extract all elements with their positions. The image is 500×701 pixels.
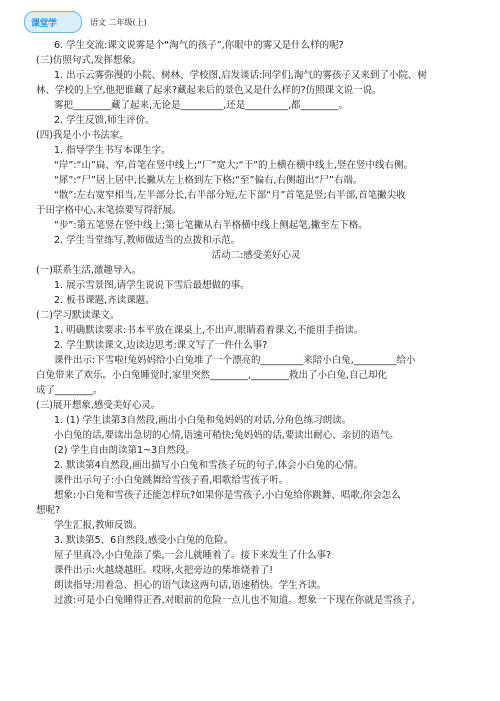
text-line: 6. 学生交流:课文说雾是个“淘气的孩子”,你眼中的雾又是什么样的呢? — [54, 40, 344, 51]
text-line: 2. 默读第4自然段,画出描写小白兔和雪孩子玩的句子,体会小白兔的心情。 — [54, 460, 364, 471]
text-line: 小白兔的话,要读出急切的心情,语速可稍快;兔妈妈的话,要读出耐心、亲切的语气。 — [54, 430, 399, 441]
document-body — [36, 38, 476, 608]
section-heading: (一)联系生活,激趣导入。 — [36, 265, 142, 276]
fill-in-blank-line: 课件出示:下雪啦!兔妈妈给小白兔堆了一个漂亮的_________来陪小白兔,_________给小 — [54, 355, 416, 366]
text-line: 2. 学生当堂练写,教师做适当的点拨和示范。 — [54, 235, 241, 246]
text-line: 课件出示句子:小白兔跳舞给雪孩子看,唱歌给雪孩子听。 — [54, 475, 289, 486]
text-line: 2. 板书课题,齐读课题。 — [54, 295, 155, 306]
activity-title: 活动二:感受美好心灵 — [211, 250, 301, 261]
page-header — [24, 10, 147, 34]
book-title: 语文 二年级(上) — [90, 17, 147, 27]
section-heading: (四)我是小小书法家。 — [36, 130, 129, 141]
text-line: 1. 展示雪景图,请学生说说下雪后最想做的事。 — [54, 280, 250, 291]
publisher-logo — [24, 11, 82, 33]
text-line: 1. 指导学生书写本课生字。 — [54, 145, 171, 156]
text-line: 2. 学生反馈,师生评价。 — [54, 115, 155, 126]
text-line: 屋子里真冷,小白兔添了柴,一会儿就睡着了。接下来发生了什么事? — [54, 550, 332, 561]
text-line: 2. 学生默读课文,边读边思考:课文写了一件什么事? — [54, 340, 268, 351]
logo-text: 课堂学 — [31, 19, 57, 29]
text-line: “散”:左右宽窄相当,左半部分长,右半部分短,左下部“月”首笔是竖;右半部,首笔撇尖收 — [54, 190, 406, 201]
text-line: 于田字格中心,末笔捺要写得舒展。 — [36, 205, 182, 216]
text-line: (2) 学生自由朗读第1~3自然段。 — [54, 445, 196, 456]
text-line: 1. 出示云雾弥漫的小院、树林、学校图,启发谈话:同学们,淘气的雾孩子又来到了小院、树 — [54, 70, 427, 81]
section-heading: (三)仿照句式,发挥想象。 — [36, 55, 142, 66]
text-line: 1. 明确默读要求:书本平放在课桌上,不出声,眼睛看着课文,不能用手指读。 — [54, 325, 364, 336]
text-line: “犀”:“尸”居上居中,长撇从左上格到左下格;“至”偏右,右侧超出“尸”右端。 — [54, 175, 363, 186]
text-line: “步”:第五笔竖在竖中线上;第七笔撇从右半格横中线上侧起笔,撇至左下格。 — [54, 220, 368, 231]
text-line: 想呢? — [36, 505, 61, 516]
text-line: 1. (1) 学生读第3自然段,画出小白兔和兔妈妈的对话,分角色练习朗读。 — [54, 415, 352, 426]
text-line: 林、学校的上空,他把谁藏了起来?藏起来后的景色又是什么样的?仿照课文说一说。 — [36, 85, 382, 96]
text-line: 3. 默读第5、6自然段,感受小白兔的危险。 — [54, 535, 234, 546]
text-line: 课件出示:火越烧越旺。哎呀,火把旁边的柴堆烧着了! — [54, 565, 274, 576]
text-line: 学生汇报,教师反馈。 — [54, 520, 143, 531]
section-heading: (二)学习默读课文。 — [36, 310, 120, 321]
text-line: 过渡:可是小白兔睡得正香,对眼前的危险一点儿也不知道。想象一下现在你就是雪孩子, — [54, 595, 415, 606]
text-line: “岸”:“山”扁、窄,首笔在竖中线上;“厂”宽大;“干”的上横在横中线上,竖在竖中线右侧。 — [54, 160, 414, 171]
section-heading: (三)展开想象,感受美好心灵。 — [36, 400, 161, 411]
text-line: 想象:小白兔和雪孩子还能怎样玩?如果你是雪孩子,小白兔给你跳舞、唱歌,你会怎么 — [54, 490, 401, 501]
fill-in-blank-line: 白兔带来了欢乐。小白兔睡觉时,家里突然________,________救出了小白兔,自己却化 — [36, 370, 388, 381]
fill-in-blank-line: 成了________。 — [36, 385, 103, 396]
fill-in-blank-line: 雾把________藏了起来,无论是_________,还是_________,都________。 — [54, 100, 349, 111]
text-line: 朗读指导:用着急、担心的语气读这两句话,语速稍快。学生齐读。 — [54, 580, 327, 591]
